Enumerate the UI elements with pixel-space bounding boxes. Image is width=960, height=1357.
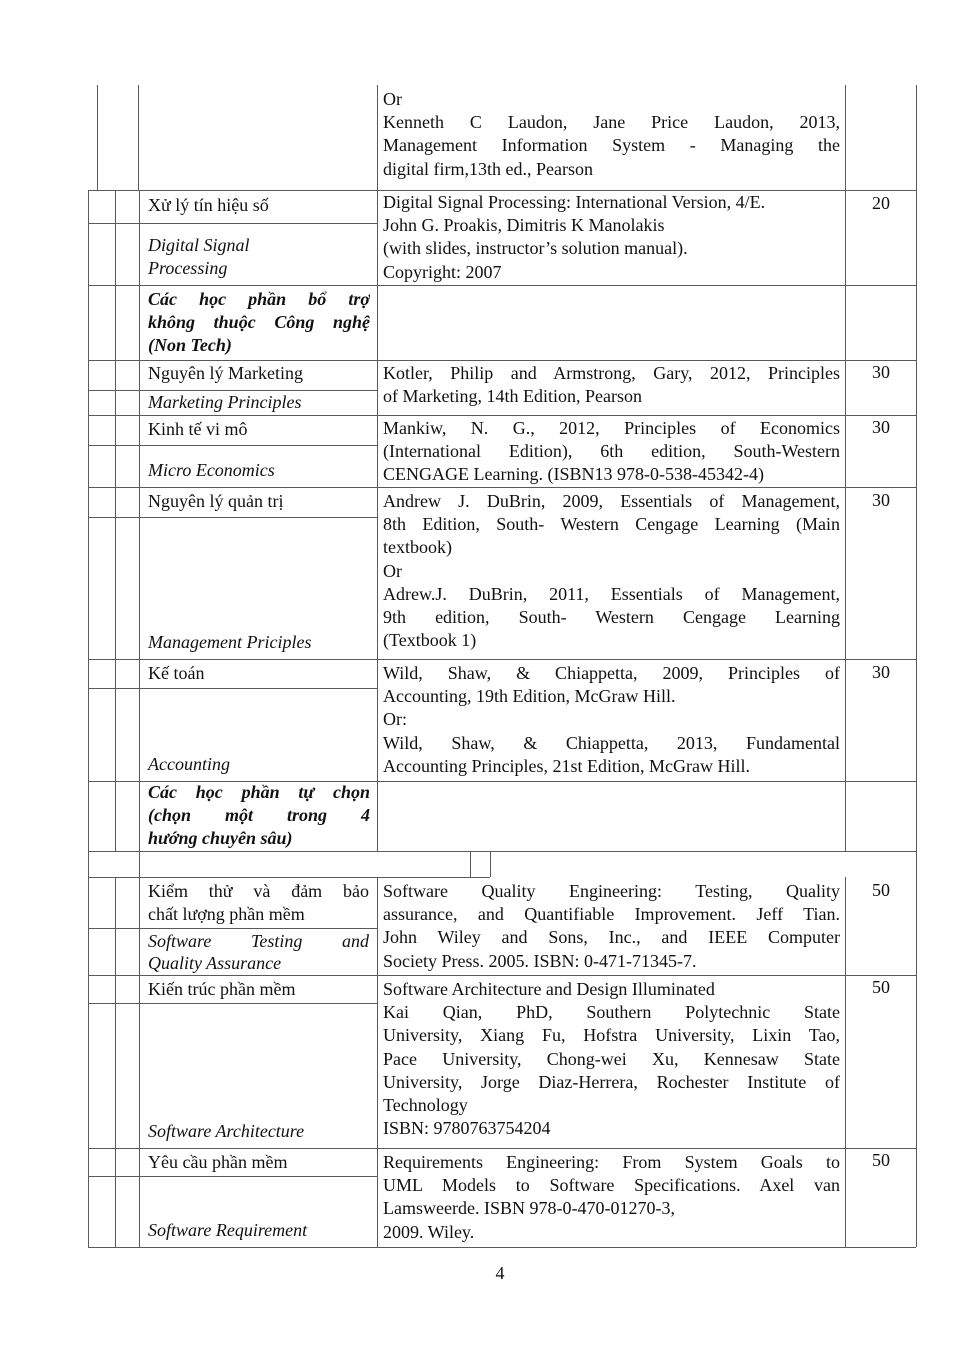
course-name-vi xyxy=(148,880,369,926)
course-name-vi: Xử lý tín hiệu số xyxy=(148,195,269,215)
textbook-line: Or: xyxy=(383,709,407,730)
credits-value: 30 xyxy=(872,490,890,510)
table-grid-line xyxy=(88,1247,916,1248)
textbook-line: digital firm,13th ed., Pearson xyxy=(383,158,593,179)
course-name-vi: Nguyên lý Marketing xyxy=(148,363,303,383)
textbook-line: John G. Proakis, Dimitris K Manolakis xyxy=(383,215,665,236)
table-grid-line xyxy=(115,877,116,1247)
credits-value: 30 xyxy=(872,662,890,682)
course-name-en: Management Priciples xyxy=(148,632,312,652)
course-name-vi: Nguyên lý quản trị xyxy=(148,491,284,511)
table-grid-line xyxy=(88,487,916,488)
textbook-line: UML Models to Software Specifications. Axel van xyxy=(383,1175,840,1196)
textbook-line: University, Jorge Diaz-Herrera, Rochester Institute of xyxy=(383,1071,840,1092)
textbook-line: Wild, Shaw, & Chiappetta, 2009, Principles of xyxy=(383,663,840,683)
page-number: 4 xyxy=(495,1263,505,1283)
textbook-line: of Marketing, 14th Edition, Pearson xyxy=(383,386,642,407)
section-header-line: hướng chuyên sâu) xyxy=(148,828,293,849)
table-grid-line xyxy=(88,877,490,878)
course-name-en: Software Architecture xyxy=(148,1121,305,1141)
textbook-line: Kenneth C Laudon, Jane Price Laudon, 2013, xyxy=(383,112,840,133)
textbook-cell xyxy=(383,88,840,181)
table-grid-line xyxy=(88,851,916,852)
textbook-line: Adrew.J. DuBrin, 2011, Essentials of Management, xyxy=(383,583,840,604)
course-name-en-line: Digital Signal xyxy=(148,235,250,255)
section-header-line: Các học phần bổ trợ xyxy=(148,289,370,309)
textbook-cell xyxy=(383,1151,840,1244)
course-name-en: Accounting xyxy=(148,754,230,774)
course-name-vi: Kế toán xyxy=(148,663,205,683)
section-header-cell xyxy=(148,288,370,358)
table-grid-line xyxy=(845,877,846,1247)
course-name-en-line: Quality Assurance xyxy=(148,953,282,973)
textbook-line: (Textbook 1) xyxy=(383,630,477,651)
course-name-en: Software Requirement xyxy=(148,1220,308,1240)
textbook-line: Management Information System - Managing the xyxy=(383,135,840,156)
textbook-line: Mankiw, N. G., 2012, Principles of Economics xyxy=(383,418,840,438)
table-grid-line xyxy=(97,85,98,190)
textbook-line: Kai Qian, PhD, Southern Polytechnic State xyxy=(383,1002,840,1023)
textbook-line: Kotler, Philip and Armstrong, Gary, 2012, Principles xyxy=(383,363,840,383)
textbook-line: 8th Edition, South- Western Cengage Learning (Main xyxy=(383,514,840,535)
textbook-line: CENGAGE Learning. (ISBN13 978-0-538-45342-4) xyxy=(383,464,764,485)
textbook-line: 9th edition, South- Western Cengage Learning xyxy=(383,607,840,628)
table-grid-line xyxy=(490,851,491,877)
table-grid-line xyxy=(377,85,378,851)
course-name-en: Micro Economics xyxy=(148,460,275,480)
textbook-line: Copyright: 2007 xyxy=(383,261,502,282)
table-grid-line xyxy=(88,1176,377,1177)
textbook-line: (International Edition), 6th edition, South-Western xyxy=(383,441,840,462)
textbook-line: (with slides, instructor’s solution manual). xyxy=(383,238,688,259)
table-grid-line xyxy=(88,928,377,929)
course-name-vi-line: chất lượng phần mềm xyxy=(148,904,305,925)
table-grid-line xyxy=(115,190,116,851)
course-name-en xyxy=(148,234,369,280)
textbook-line: Lamsweerde. ISBN 978-0-470-01270-3, xyxy=(383,1198,675,1219)
textbook-line: John Wiley and Sons, Inc., and IEEE Computer xyxy=(383,927,840,948)
table-grid-line xyxy=(88,415,916,416)
table-grid-line xyxy=(88,360,916,361)
textbook-line: Or xyxy=(383,89,402,109)
table-grid-line xyxy=(377,877,378,1247)
table-grid-line xyxy=(88,688,377,689)
table-grid-line xyxy=(88,659,916,660)
table-grid-line xyxy=(88,190,89,1247)
course-name-en xyxy=(148,930,369,974)
textbook-line: Software Architecture and Design Illuminated xyxy=(383,979,715,999)
course-name-vi: Kiến trúc phần mềm xyxy=(148,979,296,999)
textbook-cell xyxy=(383,662,840,778)
table-grid-line xyxy=(138,85,139,190)
credits-value: 30 xyxy=(872,417,890,437)
textbook-cell xyxy=(383,490,840,652)
course-name-en: Marketing Principles xyxy=(148,392,302,412)
credits-value: 50 xyxy=(872,977,890,997)
course-name-en-line: Processing xyxy=(148,258,228,279)
textbook-cell xyxy=(383,978,840,1140)
table-grid-line xyxy=(916,85,917,1247)
textbook-cell xyxy=(383,362,840,408)
section-header-line: Các học phần tự chọn xyxy=(148,782,370,802)
course-name-vi-line: Kiểm thử và đảm bảo xyxy=(148,881,369,901)
textbook-line: Accounting Principles, 21st Edition, McGraw Hill. xyxy=(383,755,750,776)
textbook-cell xyxy=(383,191,840,284)
table-grid-line xyxy=(88,1003,377,1004)
textbook-line: Digital Signal Processing: International Version, 4/E. xyxy=(383,192,766,212)
textbook-line: 2009. Wiley. xyxy=(383,1221,475,1242)
table-grid-line xyxy=(88,1148,916,1149)
course-name-vi: Kinh tế vi mô xyxy=(148,419,248,439)
section-header-line: (Non Tech) xyxy=(148,335,232,356)
textbook-line: Wild, Shaw, & Chiappetta, 2013, Fundamental xyxy=(383,732,840,753)
section-header-line: không thuộc Công nghệ xyxy=(148,312,370,333)
textbook-line: Andrew J. DuBrin, 2009, Essentials of Management, xyxy=(383,491,840,511)
table-grid-line xyxy=(88,445,377,446)
textbook-line: Society Press. 2005. ISBN: 0-471-71345-7. xyxy=(383,950,697,971)
textbook-cell xyxy=(383,880,840,973)
table-grid-line xyxy=(88,975,916,976)
textbook-line: Or xyxy=(383,560,402,581)
credits-value: 20 xyxy=(872,193,890,213)
textbook-line: Accounting, 19th Edition, McGraw Hill. xyxy=(383,686,676,707)
textbook-line: ISBN: 9780763754204 xyxy=(383,1118,551,1139)
table-grid-line xyxy=(139,190,140,1247)
textbook-line: textbook) xyxy=(383,537,452,558)
textbook-line: Software Quality Engineering: Testing, Quality xyxy=(383,881,840,901)
course-name-vi: Yêu cầu phần mềm xyxy=(148,1152,288,1172)
credits-value: 50 xyxy=(872,880,890,900)
credits-value: 50 xyxy=(872,1150,890,1170)
textbook-line: Pace University, Chong-wei Xu, Kennesaw State xyxy=(383,1048,840,1069)
section-header-line: (chọn một trong 4 xyxy=(148,805,370,826)
table-grid-line xyxy=(88,223,377,224)
textbook-line: Requirements Engineering: From System Goals to xyxy=(383,1152,840,1172)
section-header-cell xyxy=(148,781,370,851)
table-grid-line xyxy=(88,285,916,286)
textbook-line: Technology xyxy=(383,1095,468,1116)
textbook-cell xyxy=(383,417,840,487)
textbook-line: assurance, and Quantifiable Improvement. Jeff Tian. xyxy=(383,904,840,925)
table-grid-line xyxy=(88,517,377,518)
table-grid-line xyxy=(470,851,471,877)
textbook-line: University, Xiang Fu, Hofstra University, Lixin Tao, xyxy=(383,1025,840,1046)
course-name-en-line: Software Testing and xyxy=(148,931,369,951)
credits-value: 30 xyxy=(872,362,890,382)
